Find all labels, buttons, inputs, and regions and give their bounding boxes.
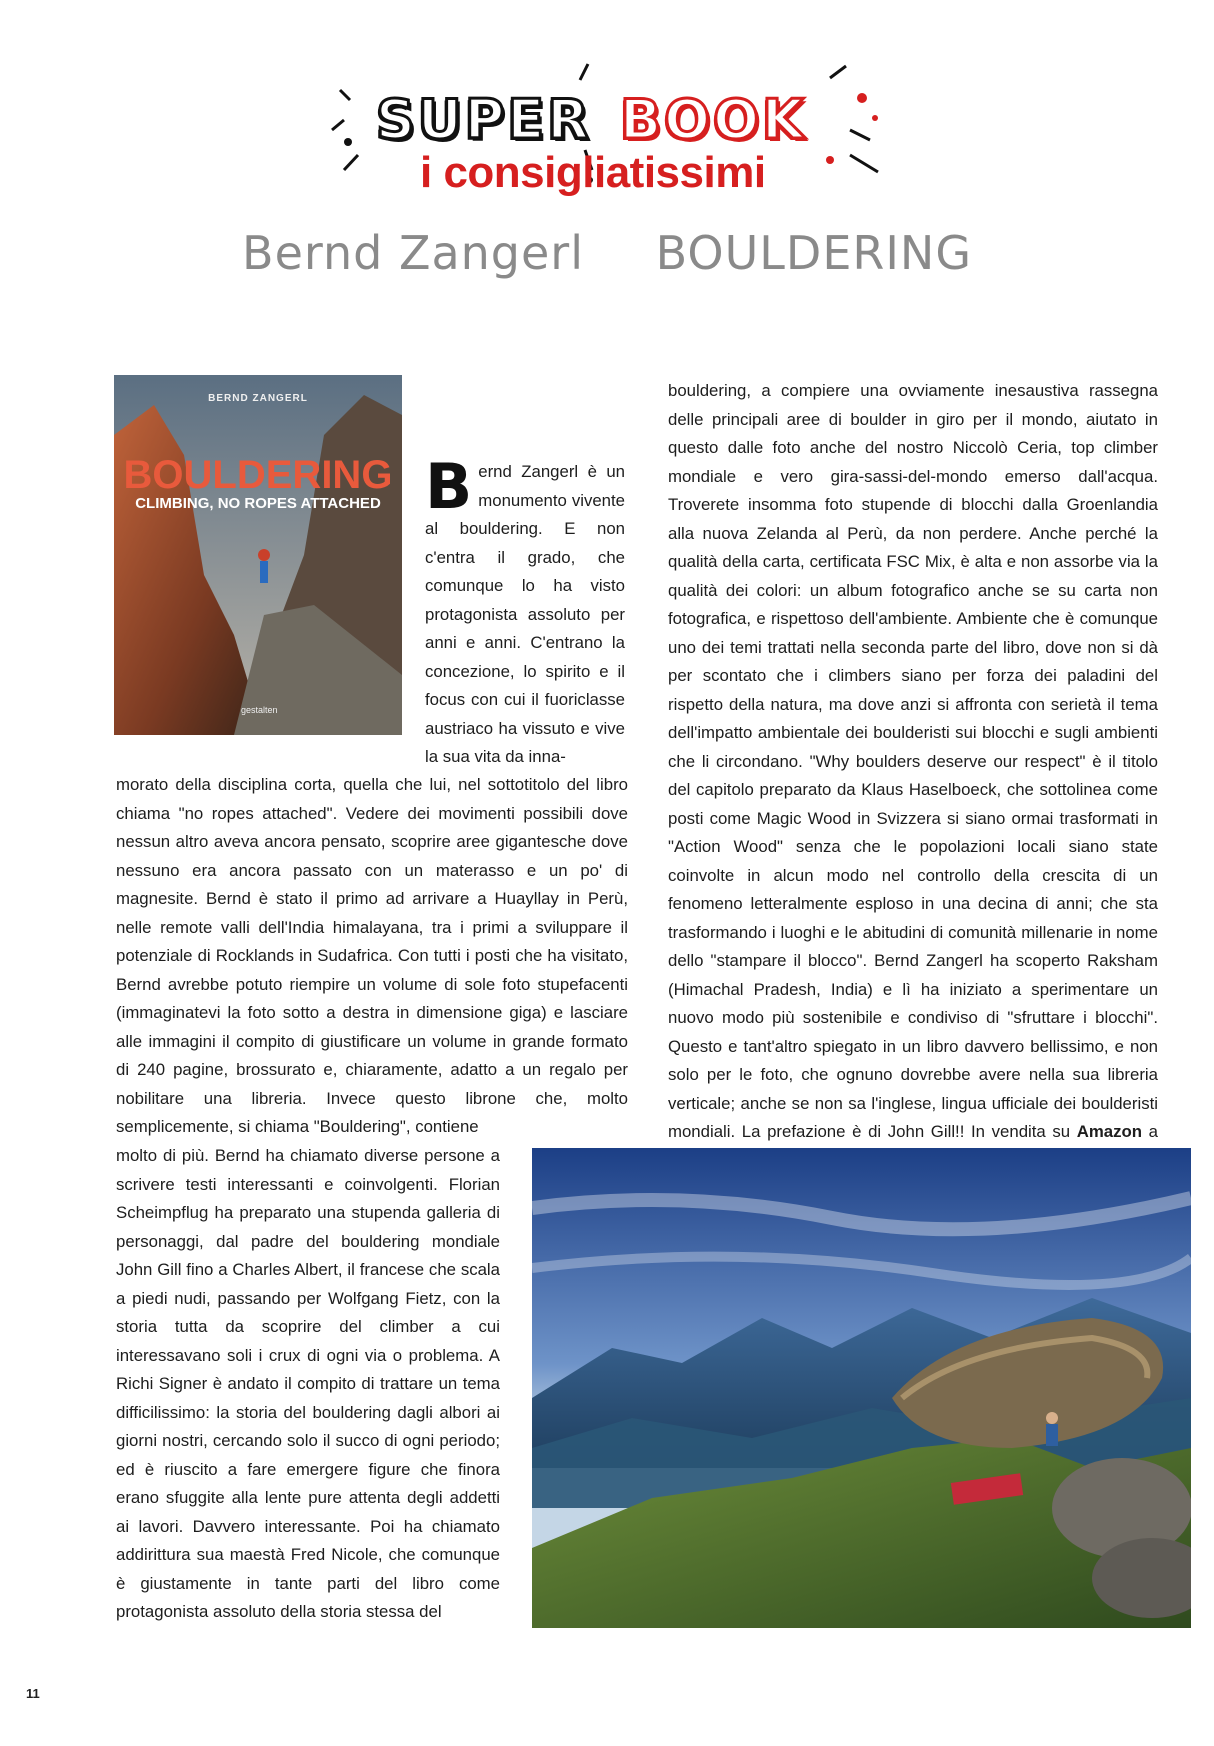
masthead-logo [330,60,890,210]
lead-text-narrow-content: ernd Zangerl è un monumento vivente al bouldering. E non c'entra il grado, che comunque lo ha visto protagonista assoluto per anni e anni. C'entrano la concezione, lo spirito e il focus con cui il fuoriclasse austriaco ha vissuto e vive la sua vita da inna- [425,462,625,766]
article-body-right-column [668,377,1158,1175]
page-number: 11 [26,1686,40,1701]
masthead-super: SUPER [376,88,592,151]
article-body-left-narrow [116,1142,500,1627]
article-lead-paragraph [425,450,625,772]
boulder-landscape-photo [532,1148,1191,1628]
article-author: Bernd Zangerl [242,226,585,280]
body-text-right [668,377,1158,1175]
body-text-left-narrow: molto di più. Bernd ha chiamato diverse persone a scrivere testi interessanti e coinvolgenti. Florian Scheimpflug ha preparato una stupenda galleria di personaggi, dal padre del bouldering mondiale John Gill fino a Charles Albert, il francese che scala a piedi nudi, passando per Wolfgang Fietz, con la storia tutta da scoprire del climber a cui interessavano soli i crux di ogni via o problema. A Richi Signer è andato il compito di trattare un tema difficilissimo: la storia del bouldering dagli albori ai giorni nostri, cercando solo il succo di ogni periodo; ed è riuscito a fare emergere figure che finora erano sfuggite alla lente pure attenta degli addetti ai lavori. Davvero interessante. Poi ha chiamato addirittura sua maestà Fred Nicole, che comunque è giustamente in tante parti del libro come protagonista assoluto della storia stessa del [116,1146,500,1621]
article-title [0,226,1214,280]
article-body-full-width [116,771,628,1142]
right-col-text-b: a [1148,1122,1159,1141]
cover-subtitle: CLIMBING, NO ROPES ATTACHED [135,495,381,512]
masthead-tagline: i consigliatissimi [420,148,766,197]
cover-title: BOULDERING [123,453,393,497]
right-col-text-a: bouldering, a compiere una ovviamente inesaustiva rassegna delle principali aree di boulder in giro per il mondo, aiutato in questo dalle foto anche del nostro Niccolò Ceria, top climber mondiale e vero gira-sassi-del-mondo emerso dall'acqua. Troverete insomma foto stupende di blocchi dalla Groenlandia alla nuova Zelanda al Perù, da non perdere. Anche perché la qualità della carta, certificata FSC Mix, è alta e non assorbe via la qualità dei colori: un album fotografico anche se su carta non fotografica, e rispettoso dell'ambiente. Ambiente che è comunque uno dei temi trattati nella seconda parte del libro, dove non si dà per scontato che i climbers siano per forza dei paladini del rispetto della natura, ma dove anzi si affronta con serietà il tema dell'impatto ambientale dei boulderisti sui blocchi e sugli ambienti che li circondano. "Why boulders deserve our respect" è il titolo del capitolo preparato da Klaus Haselboeck, che sottolinea come posti come Magic Wood in Svizzera si siano ormai trasformati in "Action Wood" senza che le popolazioni locali siano state coinvolte in alcun modo nel controllo della crescita di un fenomeno letteralmente esploso in una decina di anni; che sta trasformando i luoghi e le abitudini di comunità millenarie in nome dello "stampare il blocco". Bernd Zangerl ha scoperto Raksham (Himachal Pradesh, India) e lì ha iniziato a sperimentare un nuovo modo più sostenibile e condiviso di "sfruttare i blocchi". Questo e tant'altro spiegato in un libro davvero bellissimo, e non solo per le foto, che ognuno dovrebbe avere nella sua libreria verticale; anche se non sa l'inglese, lingua ufficiale dei boulderisti mondiali. La prefazione è di John Gill!! In vendita su [668,381,1158,1141]
article-book-title: BOULDERING [655,226,972,280]
drop-cap: B [425,450,473,523]
lead-text-narrow [425,450,625,772]
cover-publisher: gestalten [241,705,278,715]
photo-artwork [532,1148,1191,1628]
cover-author: BERND ZANGERL [208,393,308,404]
book-cover-image [114,375,402,735]
masthead-book: BOOK [620,88,807,151]
amazon-link-text: Amazon [1076,1122,1143,1141]
cover-artwork [114,375,402,735]
body-text-full: morato della disciplina corta, quella che lui, nel sottotitolo del libro chiama "no ropes attached". Vedere dei movimenti possibili dove nessun altro aveva ancora pensato, scoprire aree gigantesche dove nessuno era ancora passato con un materasso e un po' di magnesite. Bernd è stato il primo ad arrivare a Huayllay in Perù, nelle remote valli dell'India himalayana, tra i primi a sviluppare il potenziale di Rocklands in Sudafrica. Con tutti i posti che ha visitato, Bernd avrebbe potuto riempire un volume di sole foto stupefacenti (immaginatevi la foto sotto a destra in dimensione giga) e lasciare alle immagini il compito di giustificare un volume in grande formato di 240 pagine, brossurato e, chiaramente, adatto a un regalo per nobilitare una libreria. Invece questo librone che, molto semplicemente, si chiama "Bouldering", contiene [116,775,628,1136]
